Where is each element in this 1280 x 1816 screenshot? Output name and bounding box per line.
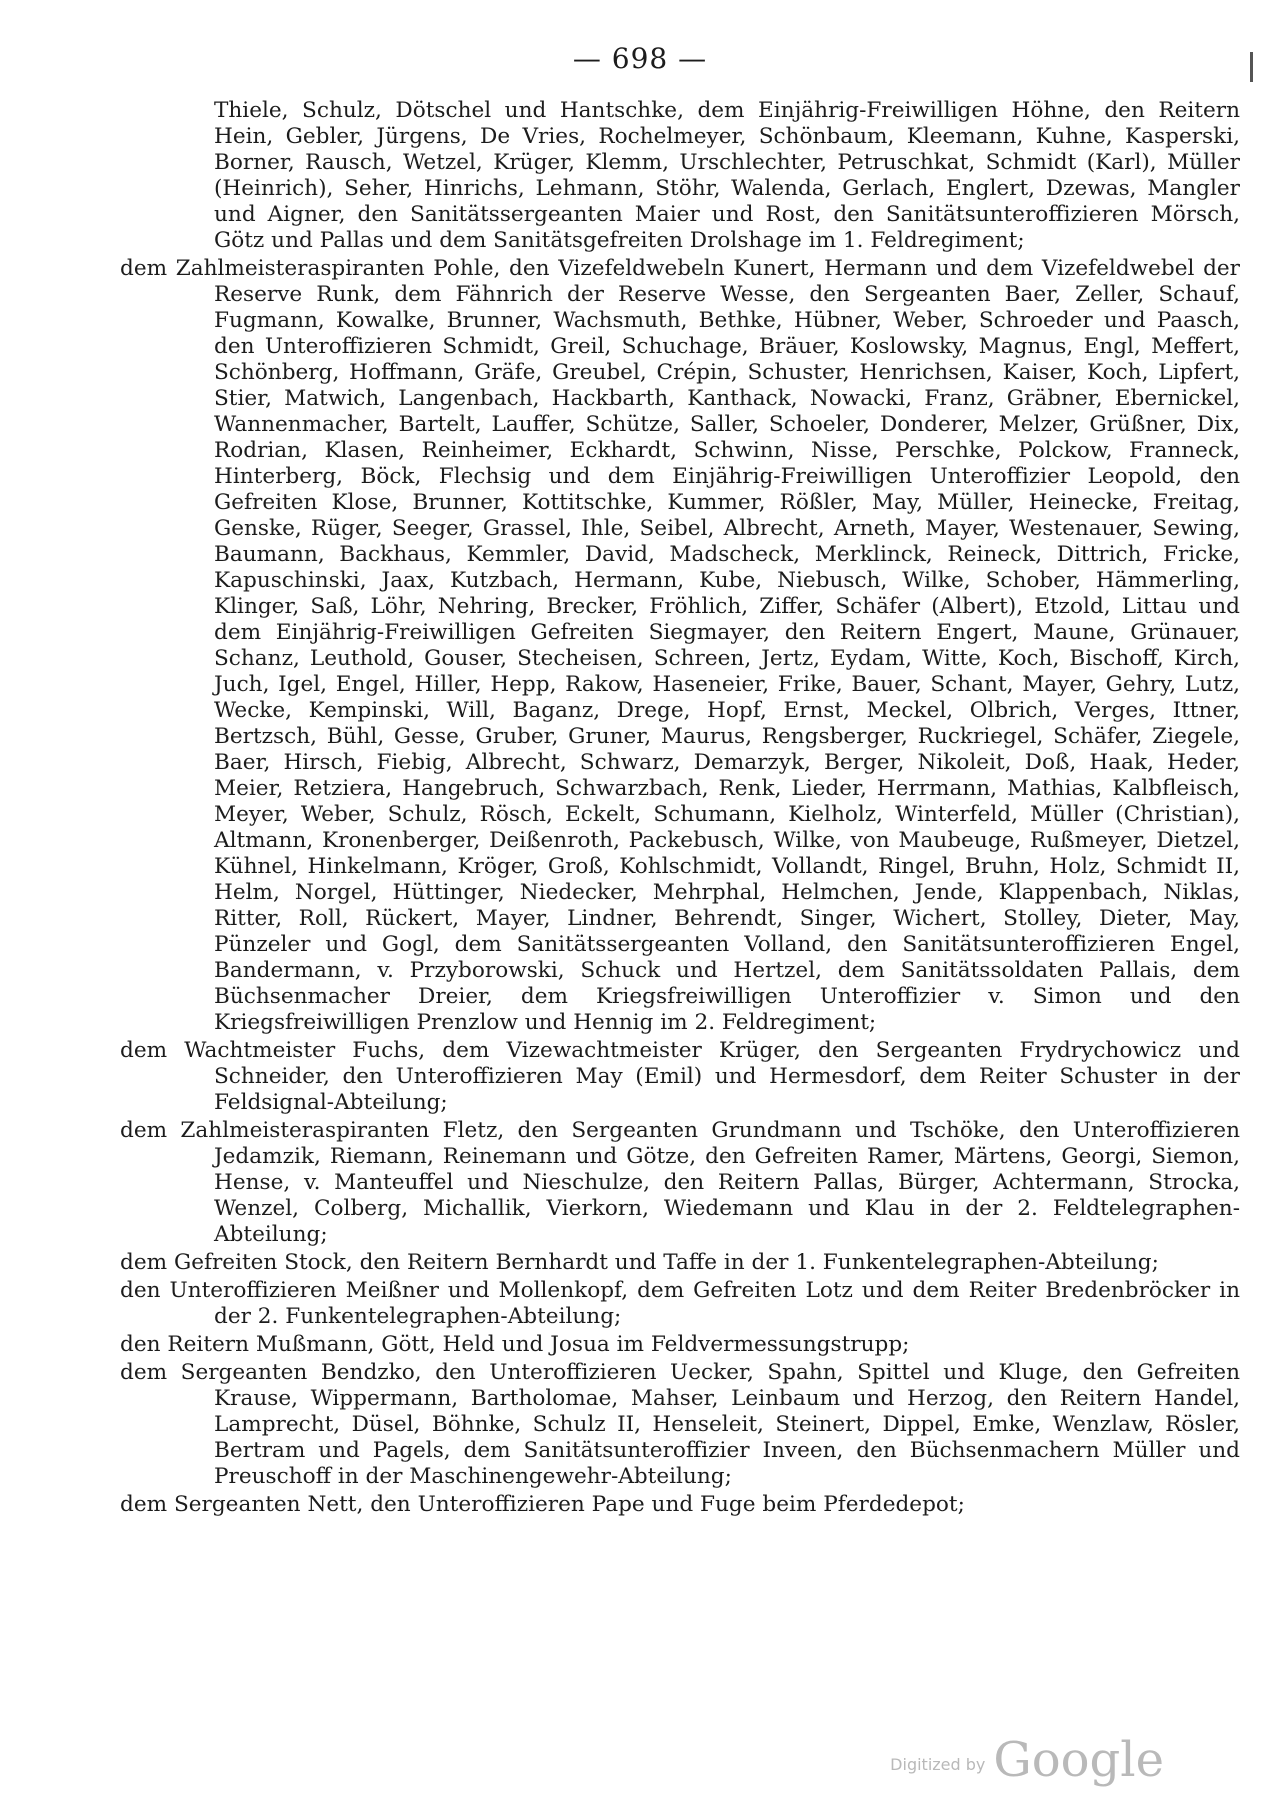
text-paragraph: dem Sergeanten Bendzko, den Unteroffizieren Uecker, Spahn, Spittel und Kluge, den Gefreiten Krause, Wippermann, Bartholomae, Mahser, Leinbaum und Herzog, den Reitern Handel, Lamprecht, Düsel, Böhnke, Schulz II, Henseleit, Steinert, Dippel, Emke, Wenzlaw, Rösler, Bertram und Pagels, dem Sanitätsunteroffizier Inveen, den Büchsenmachern Müller und Preuschoff in der Maschinengewehr-Abteilung; <box>120 1360 1240 1489</box>
text-paragraph: dem Sergeanten Nett, den Unteroffizieren Pape und Fuge beim Pferdedepot; <box>120 1492 965 1517</box>
award-list-text <box>120 98 1240 1520</box>
digitized-watermark <box>884 1726 1164 1786</box>
text-paragraph: dem Zahlmeisteraspiranten Fletz, den Sergeanten Grundmann und Tschöke, den Unteroffizieren Jedamzik, Riemann, Reinemann und Götze, den Gefreiten Ramer, Märtens, Georgi, Siemon, Hense, v. Manteuffel und Nieschulze, den Reitern Pallas, Bürger, Achtermann, Strocka, Wenzel, Colberg, Michallik, Vierkorn, Wiedemann und Klau in der 2. Feldtelegraphen-Abteilung; <box>120 1118 1240 1247</box>
text-paragraph: dem Wachtmeister Fuchs, dem Vizewachtmeister Krüger, den Sergeanten Frydrychowicz und Schneider, den Unteroffizieren May (Emil) und Hermesdorf, dem Reiter Schuster in der Feldsignal-Abteilung; <box>120 1038 1240 1115</box>
margin-mark <box>1250 52 1253 82</box>
text-paragraph: dem Zahlmeisteraspiranten Pohle, den Vizefeldwebeln Kunert, Hermann und dem Vizefeldwebel der Reserve Runk, dem Fähnrich der Reserve Wesse, den Sergeanten Baer, Zeller, Schauf, Fugmann, Kowalke, Brunner, Wachsmuth, Bethke, Hübner, Weber, Schroeder und Paasch, den Unteroffizieren Schmidt, Greil, Schuchage, Bräuer, Koslowsky, Magnus, Engl, Meffert, Schönberg, Hoffmann, Gräfe, Greubel, Crépin, Schuster, Henrichsen, Kaiser, Koch, Lipfert, Stier, Matwich, Langenbach, Hackbarth, Kanthack, Nowacki, Franz, Gräbner, Ebernickel, Wannenmacher, Bartelt, Lauffer, Schütze, Saller, Schoeler, Donderer, Melzer, Grüßner, Dix, Rodrian, Klasen, Reinheimer, Eckhardt, Schwinn, Nisse, Perschke, Polckow, Franneck, Hinterberg, Böck, Flechsig und dem Einjährig-Freiwilligen Unteroffizier Leopold, den Gefreiten Klose, Brunner, Kottitschke, Kummer, Rößler, May, Müller, Heinecke, Freitag, Genske, Rüger, Seeger, Grassel, Ihle, Seibel, Albrecht, Arneth, Mayer, Westenauer, Sewing, Baumann, Backhaus, Kemmler, David, Madscheck, Merklinck, Reineck, Dittrich, Fricke, Kapuschinski, Jaax, Kutzbach, Hermann, Kube, Niebusch, Wilke, Schober, Hämmerling, Klinger, Saß, Löhr, Nehring, Brecker, Fröhlich, Ziffer, Schäfer (Albert), Etzold, Littau und dem Einjährig-Freiwilligen Gefreiten Siegmayer, den Reitern Engert, Maune, Grünauer, Schanz, Leuthold, Gouser, Stecheisen, Schreen, Jertz, Eydam, Witte, Koch, Bischoff, Kirch, Juch, Igel, Engel, Hiller, Hepp, Rakow, Haseneier, Frike, Bauer, Schant, Mayer, Gehry, Lutz, Wecke, Kempinski, Will, Baganz, Drege, Hopf, Ernst, Meckel, Olbrich, Verges, Ittner, Bertzsch, Bühl, Gesse, Gruber, Gruner, Maurus, Rengsberger, Ruckriegel, Schäfer, Ziegele, Baer, Hirsch, Fiebig, Albrecht, Schwarz, Demarzyk, Berger, Nikoleit, Doß, Haak, Heder, Meier, Retziera, Hangebruch, Schwarzbach, Renk, Lieder, Herrmann, Mathias, Kalbfleisch, Meyer, Weber, Schulz, Rösch, Eckelt, Schumann, Kielholz, Winterfeld, Müller (Christian), Altmann, Kronenberger, Deißenroth, Packebusch, Wilke, von Maubeuge, Rußmeyer, Dietzel, Kühnel, Hinkelmann, Kröger, Groß, Kohlschmidt, Vollandt, Ringel, Bruhn, Holz, Schmidt II, Helm, Norgel, Hüttinger, Niedecker, Mehrphal, Helmchen, Jende, Klappenbach, Niklas, Ritter, Roll, Rückert, Mayer, Lindner, Behrendt, Singer, Wichert, Stolley, Dieter, May, Pünzeler und Gogl, dem Sanitätssergeanten Volland, den Sanitätsunteroffizieren Engel, Bandermann, v. Przyborowski, Schuck und Hertzel, dem Sanitätssoldaten Pallais, dem Büchsenmacher Dreier, dem Kriegsfreiwilligen Unteroffizier v. Simon und den Kriegsfreiwilligen Prenzlow und Hennig im 2. Feldregiment; <box>120 256 1240 1035</box>
watermark-prefix: Digitized by <box>890 1755 986 1774</box>
google-logo: Google <box>993 1732 1164 1788</box>
text-paragraph: den Unteroffizieren Meißner und Mollenkopf, dem Gefreiten Lotz und dem Reiter Bredenbröcker in der 2. Funkentelegraphen-Abteilung; <box>120 1278 1240 1329</box>
text-paragraph: den Reitern Mußmann, Gött, Held und Josua im Feldvermessungstrupp; <box>120 1332 910 1357</box>
text-paragraph-continuation: Thiele, Schulz, Dötschel und Hantschke, dem Einjährig-Freiwilligen Höhne, den Reitern Hein, Gebler, Jürgens, De Vries, Rochelmeyer, Schönbaum, Kleemann, Kuhne, Kasperski, Borner, Rausch, Wetzel, Krüger, Klemm, Urschlechter, Petruschkat, Schmidt (Karl), Müller (Heinrich), Seher, Hinrichs, Lehmann, Stöhr, Walenda, Gerlach, Englert, Dzewas, Mangler und Aigner, den Sanitätssergeanten Maier und Rost, den Sanitätsunteroffizieren Mörsch, Götz und Pallas und dem Sanitätsgefreiten Drolshage im 1. Feldregiment; <box>214 98 1240 253</box>
text-paragraph: dem Gefreiten Stock, den Reitern Bernhardt und Taffe in der 1. Funkentelegraphen-Abteilung; <box>120 1250 1159 1275</box>
page-number: — 698 — <box>572 42 708 75</box>
